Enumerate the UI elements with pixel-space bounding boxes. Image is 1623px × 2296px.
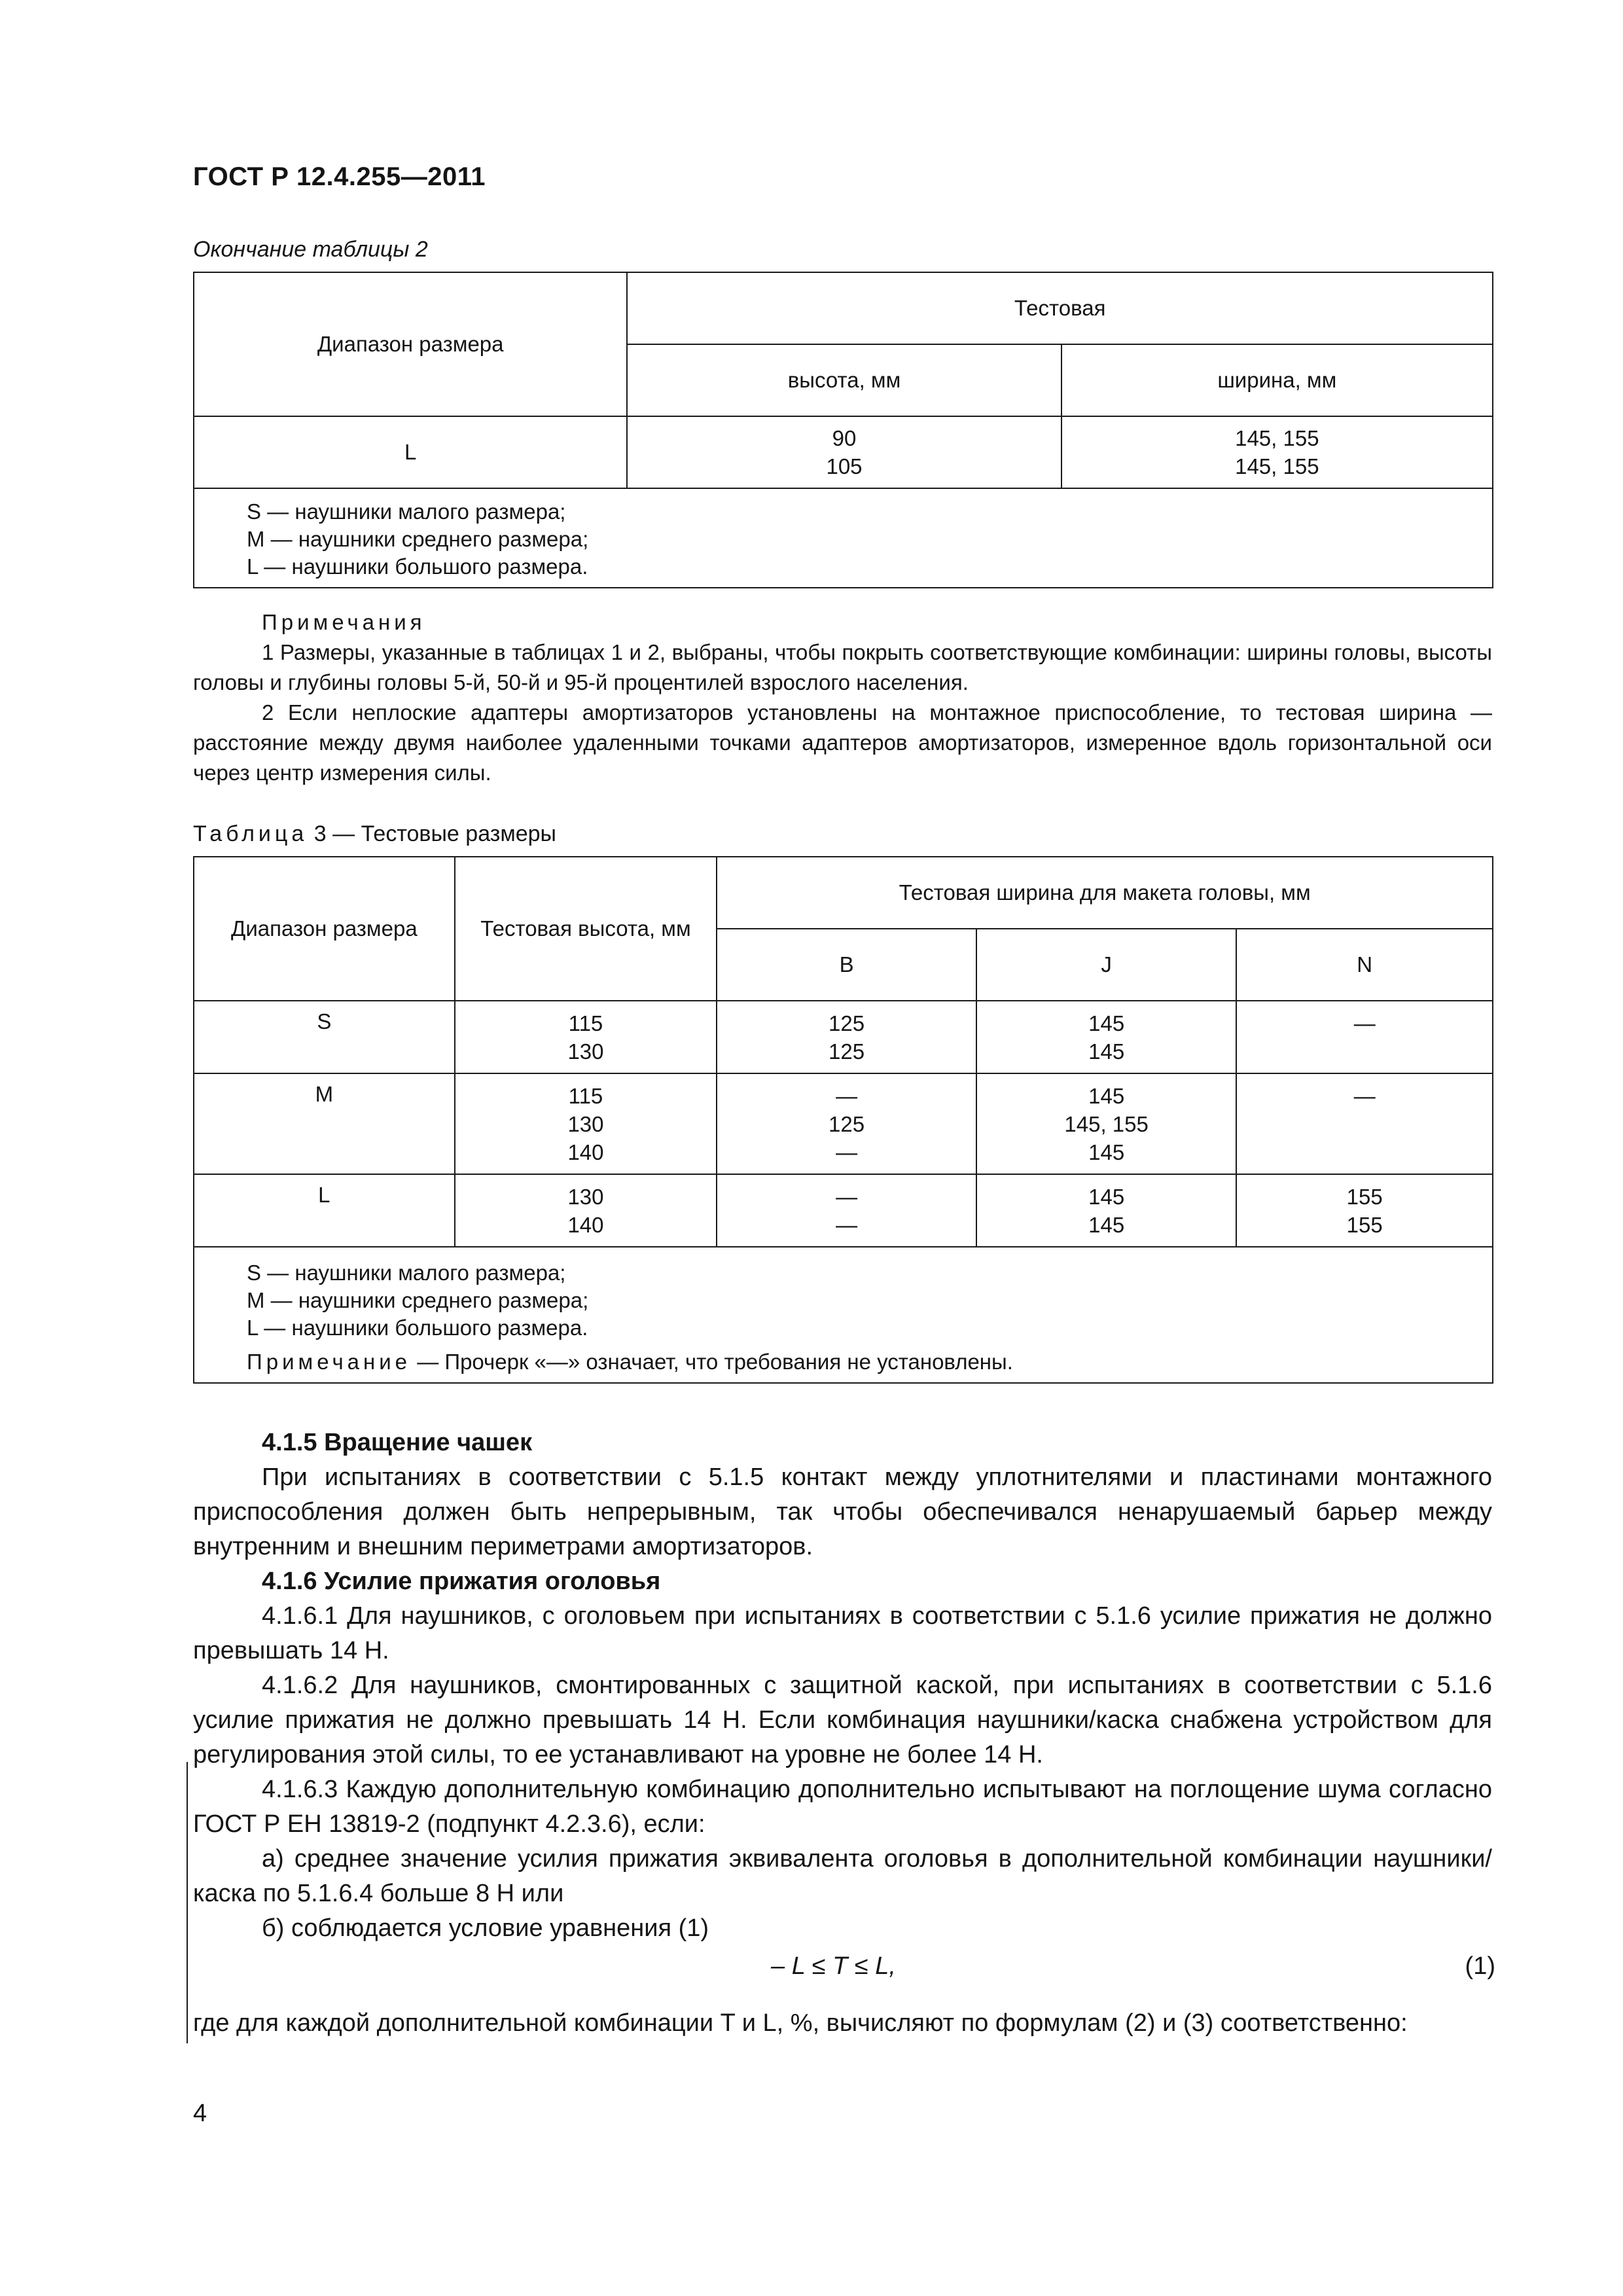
table3-value: — bbox=[836, 1185, 858, 1209]
table3-note-text: — Прочерк «—» означает, что требования не установлены. bbox=[417, 1350, 1013, 1374]
table3-header-size: Диапазон размера bbox=[194, 857, 455, 1001]
table3-value: 145 bbox=[1088, 1185, 1125, 1209]
table3-cell-n bbox=[1236, 1174, 1493, 1247]
table3-value: 145 bbox=[1088, 1213, 1125, 1237]
table3-value: 130 bbox=[567, 1185, 604, 1209]
table3-value: 140 bbox=[567, 1213, 604, 1237]
table2-value: 90 bbox=[832, 426, 857, 450]
notes-block bbox=[193, 607, 1492, 788]
table3-cell-size: S bbox=[194, 1001, 455, 1073]
legend-line: S — наушники малого размера; bbox=[247, 499, 566, 524]
table2-header-width: ширина, мм bbox=[1061, 344, 1493, 416]
paragraph-b: б) соблюдается условие уравнения (1) bbox=[262, 1914, 709, 1942]
table3-value: 115 bbox=[568, 1011, 603, 1035]
table3-value: — bbox=[1353, 1084, 1376, 1108]
note-item: 2 Если неплоские адаптеры амортизаторов установлены на монтажное приспособление, то тестовая ширина — расстояние между двумя наиболее удаленными точками адаптеров амортизаторов, измеренное вдоль горизонтальной оси через центр измерения силы. bbox=[193, 700, 1492, 785]
paragraph-4-1-6-3: 4.1.6.3 Каждую дополнительную комбинацию дополнительно испытывают на поглощение шума согласно ГОСТ Р ЕН 13819-2 (подпункт 4.2.3.6), если: bbox=[193, 1776, 1492, 1838]
table3-value: 125 bbox=[829, 1112, 865, 1136]
formula-description: где для каждой дополнительной комбинации T и L, %, вычисляют по формулам (2) и (3) соответственно: bbox=[193, 2009, 1408, 2037]
table3-value: 155 bbox=[1346, 1213, 1383, 1237]
table2 bbox=[193, 272, 1493, 588]
table3-cell-b bbox=[717, 1073, 976, 1174]
table2-value: 105 bbox=[826, 454, 863, 478]
equation-number: (1) bbox=[1465, 1952, 1495, 1980]
table3-cell-b bbox=[717, 1001, 976, 1073]
table3-cell-j bbox=[976, 1073, 1237, 1174]
note-item: 1 Размеры, указанные в таблицах 1 и 2, выбраны, чтобы покрыть соответствующие комбинации: ширины головы, высоты головы и глубины головы 5-й, 50-й и 95-й процентилей взрослого населения. bbox=[193, 640, 1492, 694]
table3-cell-size: M bbox=[194, 1073, 455, 1174]
table3-cell-j bbox=[976, 1174, 1237, 1247]
table3-cell-n bbox=[1236, 1073, 1493, 1174]
table3-cell-height bbox=[455, 1073, 717, 1174]
table3-cell-j bbox=[976, 1001, 1237, 1073]
table3-header-height: Тестовая высота, мм bbox=[455, 857, 717, 1001]
table3-value: — bbox=[836, 1084, 858, 1108]
table3-caption bbox=[193, 821, 556, 847]
table2-header-test: Тестовая bbox=[627, 272, 1493, 344]
table3-value: 145 bbox=[1088, 1084, 1125, 1108]
legend-line: M — наушники среднего размера; bbox=[247, 527, 589, 551]
notes-title: Примечания bbox=[262, 610, 426, 634]
table2-header-height: высота, мм bbox=[627, 344, 1061, 416]
table3-cell-size: L bbox=[194, 1174, 455, 1247]
page-number: 4 bbox=[193, 2100, 207, 2127]
table2-value: 145, 155 bbox=[1235, 426, 1319, 450]
table2-cell-height bbox=[627, 416, 1061, 488]
table2-cell-size: L bbox=[194, 416, 627, 488]
table3-note-word: Примечание bbox=[247, 1350, 412, 1374]
table3-caption-text: 3 — Тестовые размеры bbox=[313, 821, 556, 846]
table3-value: 155 bbox=[1346, 1185, 1383, 1209]
table3-value: 115 bbox=[568, 1084, 603, 1108]
table3-cell-n bbox=[1236, 1001, 1493, 1073]
table2-header-size: Диапазон размера bbox=[194, 272, 627, 416]
table3-cell-b bbox=[717, 1174, 976, 1247]
document-header: ГОСТ Р 12.4.255—2011 bbox=[193, 162, 486, 191]
legend-line: L — наушники большого размера. bbox=[247, 1316, 588, 1340]
table3-cell-height bbox=[455, 1174, 717, 1247]
table3-note bbox=[194, 1348, 1492, 1376]
table3-value: 140 bbox=[567, 1140, 604, 1164]
table2-cell-width bbox=[1061, 416, 1493, 488]
table3-value: 145 bbox=[1088, 1039, 1125, 1064]
table3-header-b: B bbox=[717, 929, 976, 1001]
section-4-1-5-heading: 4.1.5 Вращение чашек bbox=[262, 1429, 533, 1456]
table3-cell-height bbox=[455, 1001, 717, 1073]
body-text bbox=[193, 1426, 1492, 1946]
legend-line: M — наушники среднего размера; bbox=[247, 1288, 589, 1312]
table3-value: 145 bbox=[1088, 1011, 1125, 1035]
table3-value: 125 bbox=[829, 1011, 865, 1035]
table3-value: — bbox=[1353, 1011, 1376, 1035]
table2-continuation-caption: Окончание таблицы 2 bbox=[193, 237, 428, 262]
table3 bbox=[193, 856, 1493, 1384]
table2-legend bbox=[194, 488, 1493, 588]
paragraph-a: а) среднее значение усилия прижатия эквивалента оголовья в дополнительной комбинации наушники/каска по 5.1.6.4 больше 8 Н или bbox=[193, 1845, 1492, 1907]
table3-value: 145, 155 bbox=[1064, 1112, 1149, 1136]
table3-caption-word: Таблица bbox=[193, 821, 308, 846]
legend-line: S — наушники малого размера; bbox=[247, 1261, 566, 1285]
table3-legend bbox=[194, 1247, 1493, 1383]
table3-value: 145 bbox=[1088, 1140, 1125, 1164]
equation: – L ≤ T ≤ L, bbox=[771, 1952, 896, 1980]
table2-value: 145, 155 bbox=[1235, 454, 1319, 478]
table3-value: 130 bbox=[567, 1039, 604, 1064]
section-4-1-6-heading: 4.1.6 Усилие прижатия оголовья bbox=[262, 1568, 661, 1595]
paragraph-4-1-6-2: 4.1.6.2 Для наушников, смонтированных с защитной каской, при испытаниях в соответствии с 5.1.6 усилие прижатия не должно превышать 14 Н. Если комбинация наушники/каска снабжена устройством для регулирования этой силы, то ее устанавливают на уровне не более 14 Н. bbox=[193, 1672, 1492, 1768]
table3-header-width: Тестовая ширина для макета головы, мм bbox=[717, 857, 1493, 929]
paragraph-4-1-6-1: 4.1.6.1 Для наушников, с оголовьем при испытаниях в соответствии с 5.1.6 усилие прижатия не должно превышать 14 Н. bbox=[193, 1602, 1492, 1664]
table3-header-j: J bbox=[976, 929, 1237, 1001]
section-4-1-5-text: При испытаниях в соответствии с 5.1.5 контакт между уплотнителями и пластинами монтажного приспособления должен быть непрерывным, так чтобы обеспечивался ненарушаемый барьер между внутренним и внешним периметрами амортизаторов. bbox=[193, 1463, 1492, 1560]
table3-value: 130 bbox=[567, 1112, 604, 1136]
table3-header-n: N bbox=[1236, 929, 1493, 1001]
legend-line: L — наушники большого размера. bbox=[247, 554, 588, 579]
table3-value: — bbox=[836, 1140, 858, 1164]
table3-value: — bbox=[836, 1213, 858, 1237]
table3-value: 125 bbox=[829, 1039, 865, 1064]
change-bar bbox=[187, 1762, 188, 2043]
